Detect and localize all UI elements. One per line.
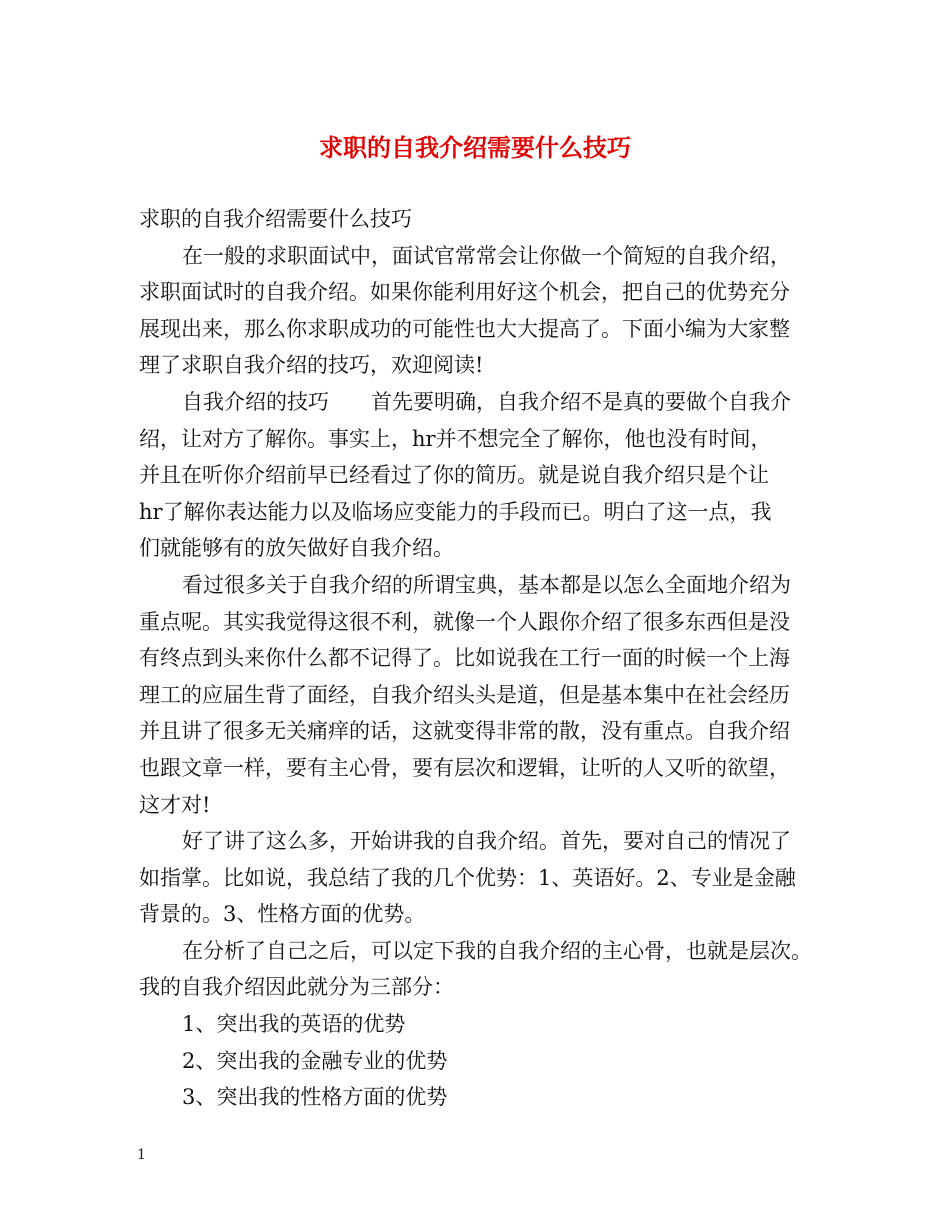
body-line: 看过很多关于自我介绍的所谓宝典，基本都是以怎么全面地介绍为 [182, 572, 791, 597]
body-line: 重点呢。其实我觉得这很不利，就像一个人跟你介绍了很多东西但是没 [139, 609, 790, 634]
document-title: 求职的自我介绍需要什么技巧 [319, 133, 631, 162]
body-line: 好了讲了这么多，开始讲我的自我介绍。首先，要对自己的情况了 [182, 829, 791, 854]
list-item: 2、突出我的金融专业的优势 [182, 1048, 448, 1073]
body-line: hr了解你表达能力以及临场应变能力的手段而已。明白了这一点，我 [139, 499, 772, 524]
body-line: 绍，让对方了解你。事实上，hr并不想完全了解你，他也没有时间， [139, 426, 772, 451]
body-line: 并且在听你介绍前早已经看过了你的简历。就是说自我介绍只是个让 [139, 463, 769, 488]
body-line: 理工的应届生背了面经，自我介绍头头是道，但是基本集中在社会经历 [139, 682, 790, 707]
body-line: 如指掌。比如说，我总结了我的几个优势：1、英语好。2、专业是金融 [139, 865, 796, 890]
body-line: 也跟文章一样，要有主心骨，要有层次和逻辑，让听的人又听的欲望， [139, 755, 790, 780]
body-line: 求职面试时的自我介绍。如果你能利用好这个机会，把自己的优势充分 [139, 280, 790, 305]
body-line: 背景的。3、性格方面的优势。 [139, 902, 426, 927]
body-line: 这才对! [139, 792, 211, 817]
body-line: 在一般的求职面试中，面试官常常会让你做一个简短的自我介绍， [182, 243, 791, 268]
body-line: 理了求职自我介绍的技巧，欢迎阅读! [139, 353, 484, 378]
document-body [139, 201, 829, 1116]
body-line: 我的自我介绍因此就分为三部分： [139, 975, 454, 1000]
body-line: 在分析了自己之后，可以定下我的自我介绍的主心骨，也就是层次。 [182, 938, 812, 963]
body-line: 自我介绍的技巧 首先要明确，自我介绍不是真的要做个自我介 [182, 389, 791, 414]
body-line: 们就能够有的放矢做好自我介绍。 [139, 536, 454, 561]
body-line: 并且讲了很多无关痛痒的话，这就变得非常的散，没有重点。自我介绍 [139, 719, 790, 744]
list-item: 3、突出我的性格方面的优势 [182, 1085, 448, 1110]
page-number: 1 [137, 1147, 146, 1163]
body-line: 有终点到头来你什么都不记得了。比如说我在工行一面的时候一个上海 [139, 646, 790, 671]
body-line: 求职的自我介绍需要什么技巧 [139, 207, 412, 231]
body-line: 展现出来，那么你求职成功的可能性也大大提高了。下面小编为大家整 [139, 316, 790, 341]
list-item: 1、突出我的英语的优势 [182, 1012, 406, 1037]
